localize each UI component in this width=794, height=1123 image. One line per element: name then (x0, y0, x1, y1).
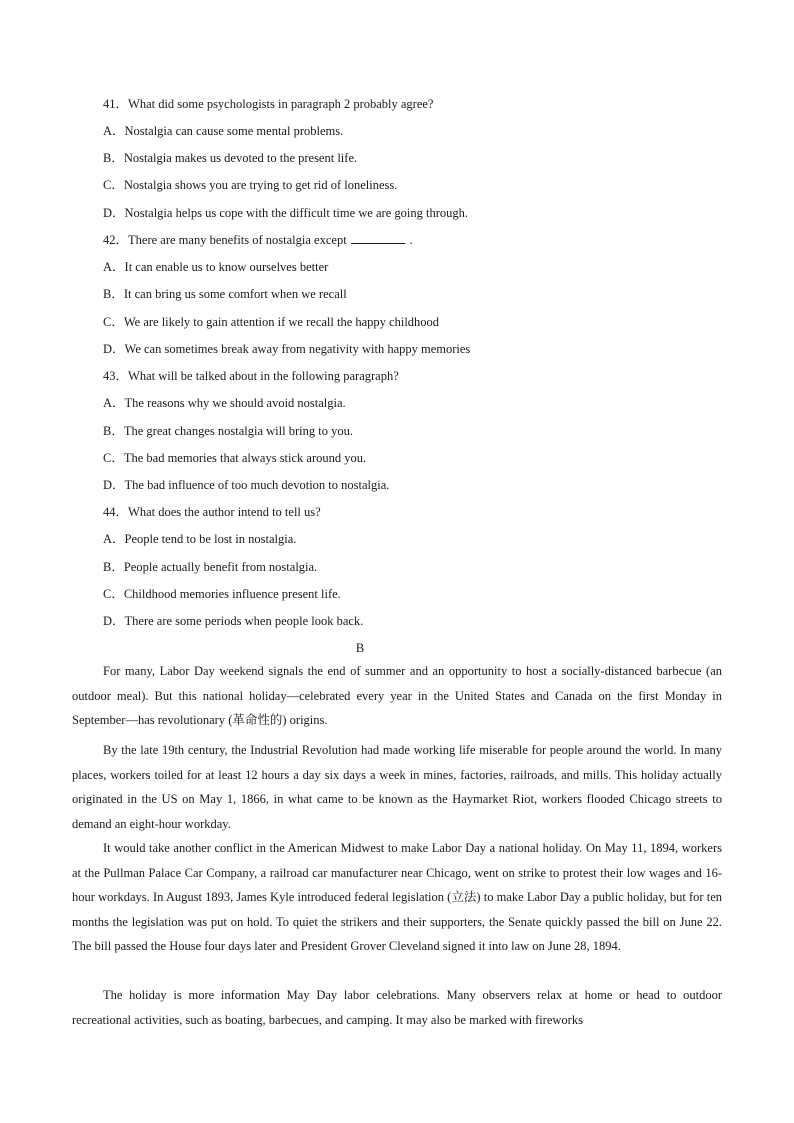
question-text: What will be talked about in the following paragraph? (128, 369, 399, 383)
question-42-option-c (103, 314, 439, 330)
option-letter: D． (103, 478, 125, 492)
question-text: What did some psychologists in paragraph 2 probably agree? (128, 97, 434, 111)
option-text: We are likely to gain attention if we recall the happy childhood (123, 315, 440, 329)
question-number: 44． (103, 505, 129, 519)
question-44-option-c (103, 586, 341, 602)
question-43-option-d (103, 477, 389, 493)
question-text: There are many benefits of nostalgia except (128, 233, 347, 247)
option-text: Nostalgia can cause some mental problems. (124, 124, 344, 138)
question-44-option-d (103, 613, 363, 629)
question-41-option-d (103, 205, 468, 221)
option-letter: C． (103, 587, 124, 601)
option-letter: C． (103, 315, 124, 329)
passage-paragraph-3: It would take another conflict in the American Midwest to make Labor Day a national holiday. On May 11, 1894, workers at the Pullman Palace Car Company, a railroad car manufacturer near Chicago, went on strike to protest their low wages and 16-hour workdays. In August 1893, James Kyle introduced federal legislation (立法) to make Labor Day a public holiday, but for ten months the legislation was put on hold. To quiet the strikers and their supporters, the Senate quickly passed the bill on June 22. The bill passed the House four days later and President Grover Cleveland signed it into law on June 28, 1894. (72, 841, 722, 953)
question-number: 43． (103, 369, 129, 383)
option-text: The bad influence of too much devotion to nostalgia. (124, 478, 390, 492)
option-text: Nostalgia helps us cope with the difficult time we are going through. (124, 206, 468, 220)
option-text: Nostalgia shows you are trying to get rid of loneliness. (123, 178, 398, 192)
option-letter: B． (103, 560, 124, 574)
question-42-stem (103, 232, 413, 248)
question-number: 41． (103, 97, 129, 111)
option-letter: C． (103, 451, 124, 465)
question-41-option-a (103, 123, 343, 139)
section-heading: B (355, 641, 365, 655)
option-letter: B． (103, 287, 124, 301)
option-text: People tend to be lost in nostalgia. (124, 532, 297, 546)
question-41-stem (103, 96, 433, 112)
question-44-option-b (103, 559, 317, 575)
option-letter: D． (103, 614, 125, 628)
option-letter: C． (103, 178, 124, 192)
question-43-option-a (103, 395, 346, 411)
passage-paragraph-4: The holiday is more information May Day labor celebrations. Many observers relax at home or head to outdoor recreational activities, such as boating, barbecues, and camping. It may also be marked with fireworks (72, 988, 722, 1027)
option-letter: A． (103, 396, 125, 410)
option-letter: A． (103, 124, 125, 138)
question-44-option-a (103, 531, 296, 547)
question-43-option-b (103, 423, 353, 439)
question-43-option-c (103, 450, 366, 466)
question-text: What does the author intend to tell us? (128, 505, 321, 519)
option-text: There are some periods when people look back. (124, 614, 364, 628)
question-41-option-c (103, 177, 397, 193)
option-text: The bad memories that always stick around you. (123, 451, 367, 465)
option-text: Childhood memories influence present life. (123, 587, 341, 601)
question-tail: . (409, 233, 413, 247)
question-44-stem (103, 504, 321, 520)
option-letter: D． (103, 206, 125, 220)
option-text: We can sometimes break away from negativity with happy memories (124, 342, 471, 356)
question-41-option-b (103, 150, 357, 166)
option-letter: B． (103, 424, 124, 438)
question-42-option-b (103, 286, 347, 302)
question-42-option-d (103, 341, 470, 357)
option-text: Nostalgia makes us devoted to the present life. (123, 151, 358, 165)
passage-paragraph-2: By the late 19th century, the Industrial Revolution had made working life miserable for people around the world. In many places, workers toiled for at least 12 hours a day six days a week in mines, factories, railroads, and mills. This holiday actually originated in the US on May 1, 1866, in what came to be known as the Haymarket Riot, workers flooded Chicago streets to demand an eight-hour workday. (72, 743, 722, 831)
option-letter: A． (103, 260, 125, 274)
option-letter: B． (103, 151, 124, 165)
option-text: The reasons why we should avoid nostalgia. (124, 396, 346, 410)
option-letter: A． (103, 532, 125, 546)
option-text: It can bring us some comfort when we recall (123, 287, 347, 301)
option-text: It can enable us to know ourselves better (124, 260, 329, 274)
question-number: 42． (103, 233, 129, 247)
answer-blank (351, 232, 405, 244)
option-text: People actually benefit from nostalgia. (123, 560, 318, 574)
option-text: The great changes nostalgia will bring to you. (123, 424, 353, 438)
passage-paragraph-1: For many, Labor Day weekend signals the end of summer and an opportunity to host a socially-distanced barbecue (an outdoor meal). But this national holiday—celebrated every year in the United States and Canada on the first Monday in September—has revolutionary (革命性的) origins. (72, 664, 722, 727)
option-letter: D． (103, 342, 125, 356)
question-43-stem (103, 368, 399, 384)
question-42-option-a (103, 259, 328, 275)
